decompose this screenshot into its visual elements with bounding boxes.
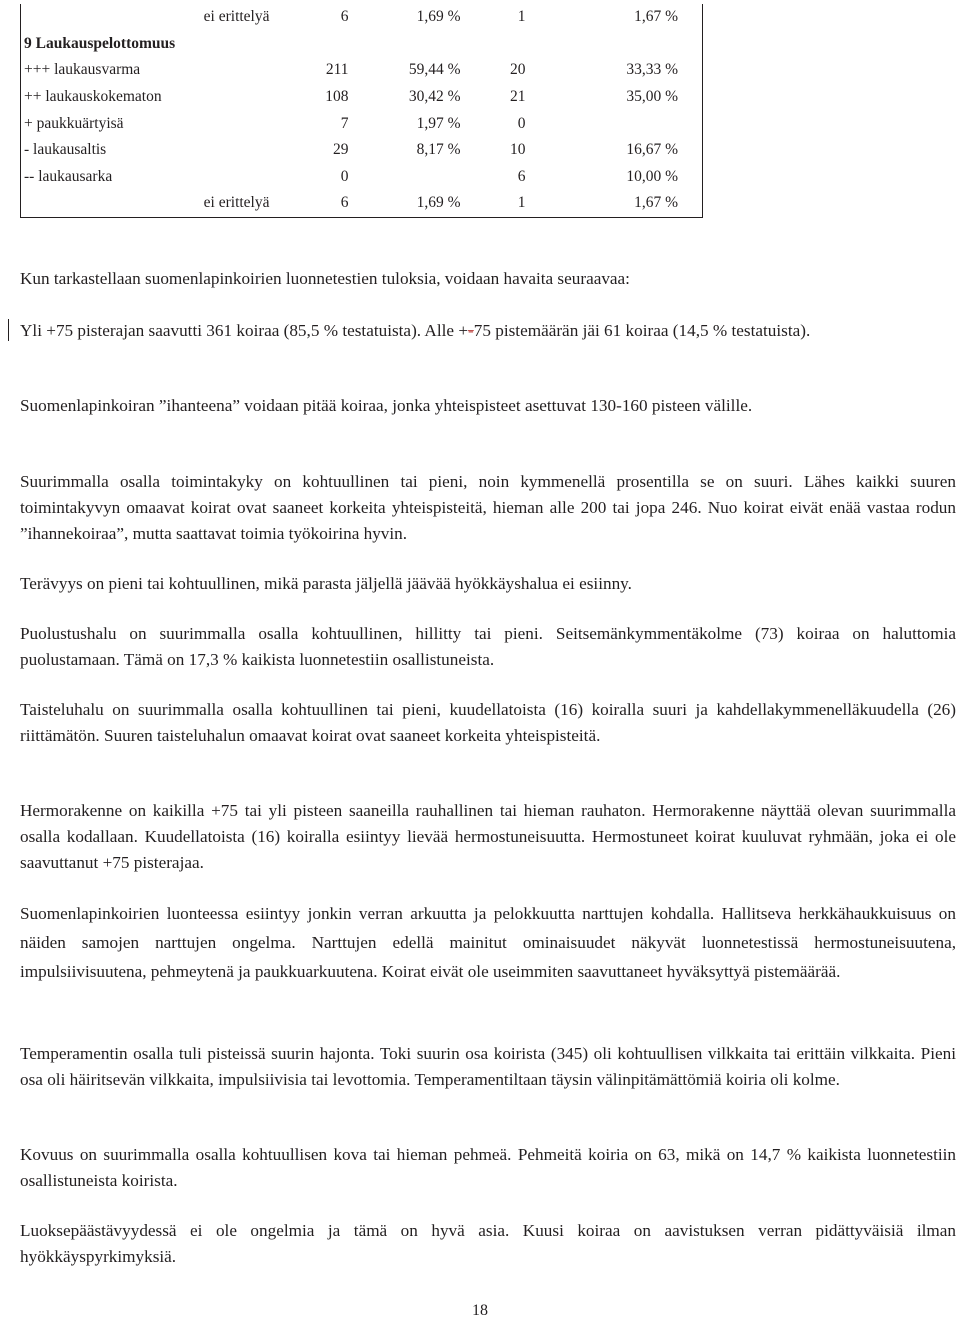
- functional-ability-paragraph: Suurimmalla osalla toimintakyky on kohtuullinen tai pieni, noin kymmenellä prosentilla se on suuri. Lähes kaikki suuren toimintakyvyn omaavat koirat ovat saaneet korkeita yhteispisteitä, hieman alle 200 tai jopa 246. Nuo koirat eivät enää vastaa rodun ”ihannekoiraa”, mutta saattavat toimia työkoirina hyvin.: [20, 472, 956, 543]
- results-table-body: [21, 4, 703, 217]
- cell-n1: 6: [340, 8, 349, 26]
- cell-n1: 7: [340, 114, 349, 132]
- row-label: -- laukausarka: [21, 164, 276, 191]
- hardness-paragraph: Kovuus on suurimmalla osalla kohtuullisen kova tai hieman pehmeä. Pehmeitä koiria on 63, mikä on 14,7 % kaikista luonnetestiin osallistuneista koirista.: [20, 1145, 956, 1190]
- cell-p1: [361, 31, 481, 58]
- approachability-paragraph: Luoksepäästävyydessä ei ole ongelmia ja tämä on hyvä asia. Kuusi koiraa on aavistuksen verran pidättyväisiä ilman hyökkäyspyrkimyksiä.: [20, 1221, 956, 1266]
- cell-n2: 20: [510, 61, 526, 79]
- intro-paragraph: Kun tarkastellaan suomenlapinkoirien luonnetestien tuloksia, voidaan havaita seuraavaa:: [20, 269, 630, 288]
- cell-p2: [581, 110, 703, 137]
- page-number: 18: [472, 1302, 488, 1319]
- cell-n1: [276, 31, 361, 58]
- cell-n1: 108: [325, 88, 349, 106]
- cell-p1: 1,69 %: [361, 190, 481, 217]
- table-row: [21, 31, 703, 58]
- table-row: [21, 4, 703, 31]
- row-label: ++ laukauskokematon: [21, 84, 276, 111]
- cell-n1: 0: [340, 167, 349, 185]
- cell-p1: 1,97 %: [416, 114, 461, 132]
- row-label: ei erittelyä: [21, 4, 276, 31]
- points-summary-paragraph: [20, 318, 956, 344]
- cell-p1: 59,44 %: [408, 61, 461, 79]
- cell-p2: 35,00 %: [581, 84, 703, 111]
- table-row: [21, 57, 703, 84]
- cell-n2: 1: [481, 190, 581, 217]
- cell-p1: 30,42 %: [408, 88, 461, 106]
- row-label: 9 Laukauspelottomuus: [21, 31, 276, 58]
- cell-p1: 8,17 %: [416, 141, 461, 159]
- results-table: [20, 4, 703, 218]
- cell-n2: 21: [510, 88, 526, 106]
- cell-p2: 33,33 %: [581, 57, 703, 84]
- row-label: +++ laukausvarma: [21, 57, 276, 84]
- cell-n1: 29: [333, 141, 349, 159]
- temperament-paragraph: Temperamentin osalla tuli pisteissä suurin hajonta. Toki suurin osa koirista (345) oli kohtuullisen vilkkaita tai erittäin vilkkaita. Pieni osa oli häiritsevän vilkkaita, impulsiivisia tai levottomia. Temperamentiltaan täysin välinpitämättömiä koiria oli kolme.: [20, 1044, 956, 1089]
- cell-n1: 211: [325, 61, 349, 79]
- cell-n2: 0: [517, 114, 526, 132]
- nerves-paragraph: Hermorakenne on kaikilla +75 tai yli pisteen saaneilla rauhallinen tai hieman rauhaton. Hermorakenne näyttää olevan suurimmalla osalla kodallaan. Kuudellatoista (16) koiralla esiintyy lievää hermostuneisuutta. Hermostuneet koirat kuuluvat ryhmään, joka ei ole saavuttanut +75 pisterajaa.: [20, 801, 956, 872]
- table-row: [21, 190, 703, 217]
- cell-p1: 1,69 %: [416, 8, 461, 26]
- cell-p2: 1,67 %: [581, 4, 703, 31]
- deleted-character: -: [468, 321, 474, 340]
- table-row: [21, 110, 703, 137]
- temperament-issues-paragraph: Suomenlapinkoirien luonteessa esiintyy jonkin verran arkuutta ja pelokkuutta narttujen kohdalla. Hallitseva herkkähaukkuisuus on näiden samojen narttujen ongelma. Narttujen edellä mainitut ominaisuudet näkyvät luonnetestissä hermostuneisuutena, impulsiivisuutena, pehmeytenä ja paukkuarkuutena. Koirat eivät ole useimmiten saavuttaneet hyväksyttyä pistemäärää.: [20, 904, 956, 981]
- cell-n2: 6: [517, 167, 526, 185]
- cell-n2: 1: [517, 8, 526, 26]
- points-summary-text-b: 75 pistemäärän jäi 61 koiraa (14,5 % testatuista).: [473, 321, 811, 340]
- table-row: [21, 84, 703, 111]
- row-label: ei erittelyä: [21, 190, 276, 217]
- cell-p2: [581, 31, 703, 58]
- points-summary-text-a: Yli +75 pisterajan saavutti 361 koiraa (85,5 % testatuista). Alle +: [20, 321, 469, 340]
- row-label: - laukausaltis: [21, 137, 276, 164]
- cell-p2: 1,67 %: [581, 190, 703, 217]
- cell-p2: 16,67 %: [581, 137, 703, 164]
- defence-drive-paragraph: Puolustushalu on suurimmalla osalla kohtuullinen, hillitty tai pieni. Seitsemänkymmentäkolme (73) koiraa on haluttomia puolustamaan. Tämä on 17,3 % kaikista luonnetestiin osallistuneista.: [20, 624, 956, 669]
- row-label: + paukkuärtyisä: [21, 110, 276, 137]
- fighting-drive-paragraph: Taisteluhalu on suurimmalla osalla kohtuullinen tai pieni, kuudellatoista (16) koiralla suuri ja kahdellakymmenelläkuudella (26) riittämätön. Suuren taisteluhalun omaavat koirat ovat saaneet korkeita yhteispisteitä.: [20, 700, 956, 745]
- cell-n2: [481, 31, 581, 58]
- table-row: [21, 164, 703, 191]
- table-row: [21, 137, 703, 164]
- revision-change-bar: [8, 319, 9, 341]
- cell-p2: 10,00 %: [581, 164, 703, 191]
- ideal-dog-paragraph: Suomenlapinkoiran ”ihanteena” voidaan pitää koiraa, jonka yhteispisteet asettuvat 130-160 pisteen välille.: [20, 396, 753, 415]
- cell-n1: 6: [276, 190, 361, 217]
- cell-p1: [361, 164, 481, 191]
- cell-n2: 10: [510, 141, 526, 159]
- sharpness-paragraph: Terävyys on pieni tai kohtuullinen, mikä parasta jäljellä jäävää hyökkäyshalua ei esiinny.: [20, 574, 632, 593]
